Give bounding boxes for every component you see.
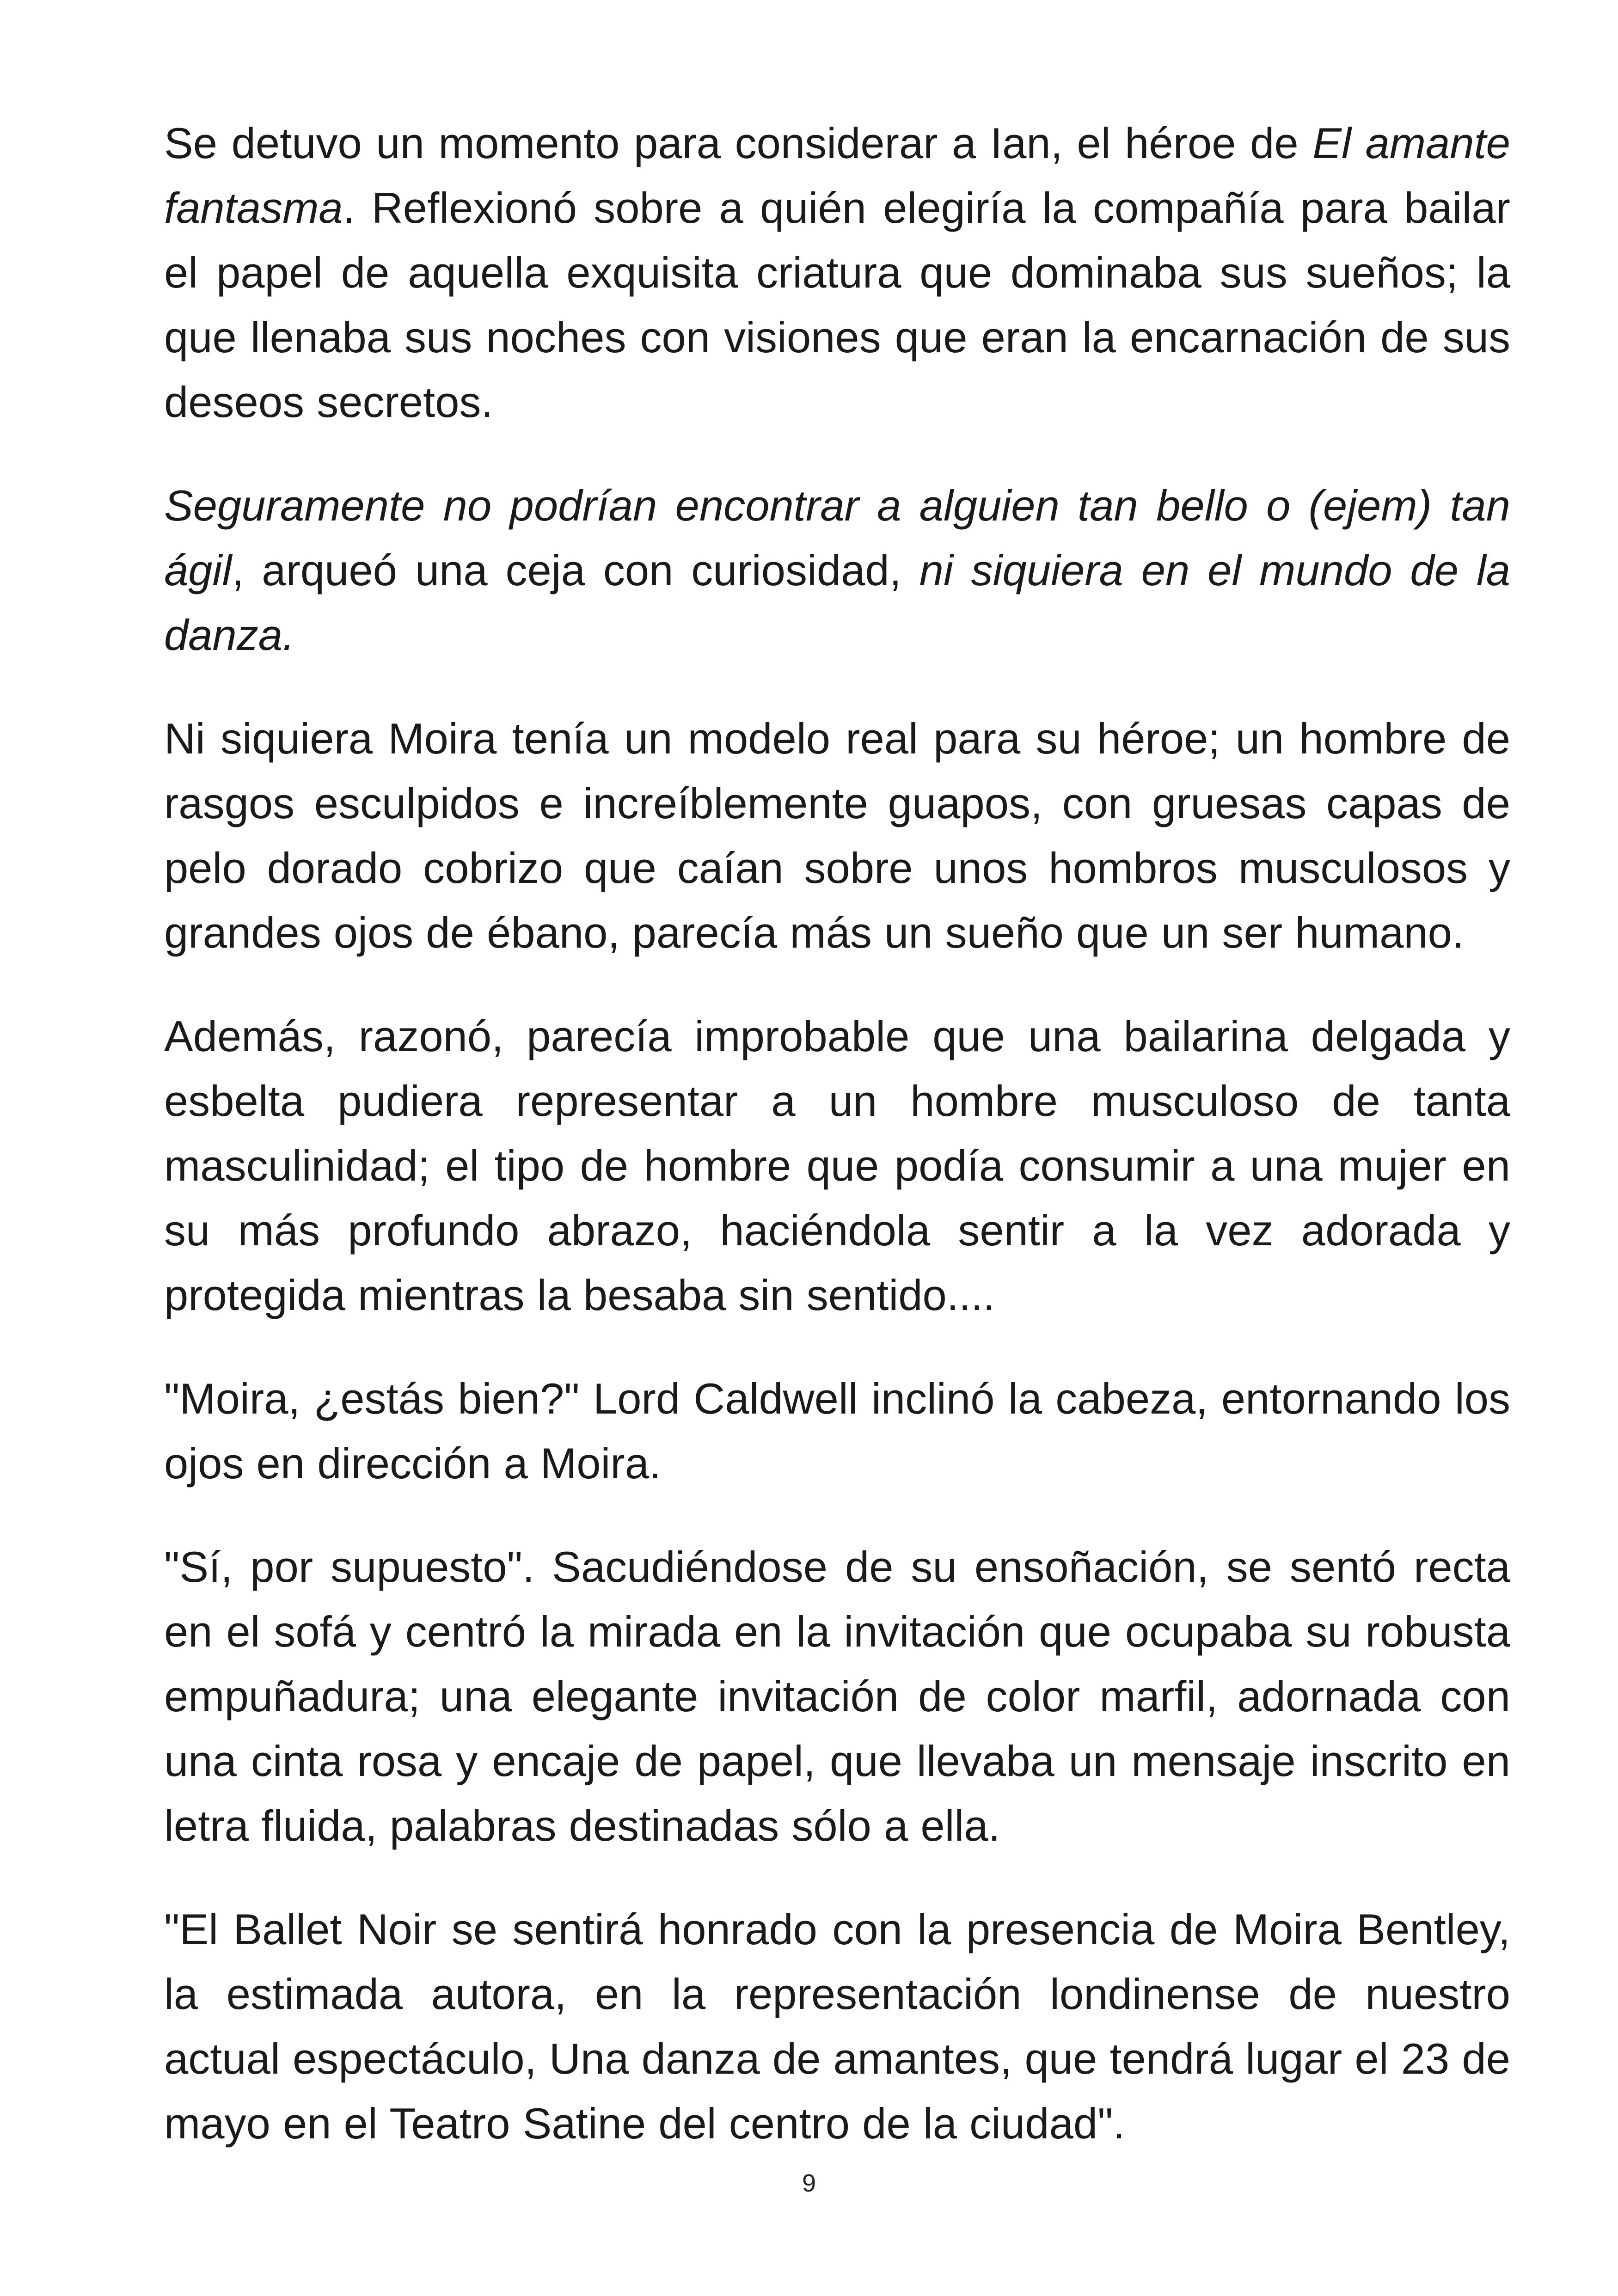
paragraph-7: "El Ballet Noir se sentirá honrado con la presencia de Moira Bentley, la estimada autora, en la representación londinense de nuestro actual espectáculo, Una danza de amantes, que tendrá lugar el 23 de mayo en el Teatro Satine del centro de la ciudad".	[164, 1905, 1510, 2148]
paragraph-2-narration: , arqueó una ceja con curiosidad,	[232, 546, 919, 594]
body-text	[164, 111, 1510, 2195]
paragraph-5: "Moira, ¿estás bien?" Lord Caldwell inclinó la cabeza, entornando los ojos en dirección a Moira.	[164, 1374, 1510, 1488]
paragraph-6: "Sí, por supuesto". Sacudiéndose de su ensoñación, se sentó recta en el sofá y centró la mirada en la invitación que ocupaba su robusta empuñadura; una elegante invitación de color marfil, adornada con una cinta rosa y encaje de papel, que llevaba un mensaje inscrito en letra fluida, palabras destinadas sólo a ella.	[164, 1543, 1510, 1850]
paragraph-1-text-start: Se detuvo un momento para considerar a Ian, el héroe de	[164, 119, 1313, 167]
paragraph-2-italic-thought-end: ni siquiera en el mundo de la danza.	[164, 546, 1510, 659]
paragraph-2	[164, 473, 1510, 667]
book-title-italic: El amante fantasma	[164, 119, 1510, 232]
paragraph-2-italic-thought: Seguramente no podrían encontrar a alguien tan bello o (ejem) tan ágil	[164, 481, 1510, 594]
paragraph-4: Además, razonó, parecía improbable que una bailarina delgada y esbelta pudiera representar a un hombre musculoso de tanta masculinidad; el tipo de hombre que podía consumir a una mujer en su más profundo abrazo, haciéndola sentir a la vez adorada y protegida mientras la besaba sin sentido....	[164, 1012, 1510, 1319]
paragraph-3: Ni siquiera Moira tenía un modelo real para su héroe; un hombre de rasgos esculpidos e increíblemente guapos, con gruesas capas de pelo dorado cobrizo que caían sobre unos hombros musculosos y grandes ojos de ébano, parecía más un sueño que un ser humano.	[164, 714, 1510, 957]
paragraph-1	[164, 111, 1510, 435]
paragraph-1-text-end: . Reflexionó sobre a quién elegiría la compañía para bailar el papel de aquella exquisita criatura que dominaba sus sueños; la que llenaba sus noches con visiones que eran la encarnación de sus deseos secretos.	[164, 184, 1510, 426]
page-number: 9	[802, 2169, 816, 2197]
